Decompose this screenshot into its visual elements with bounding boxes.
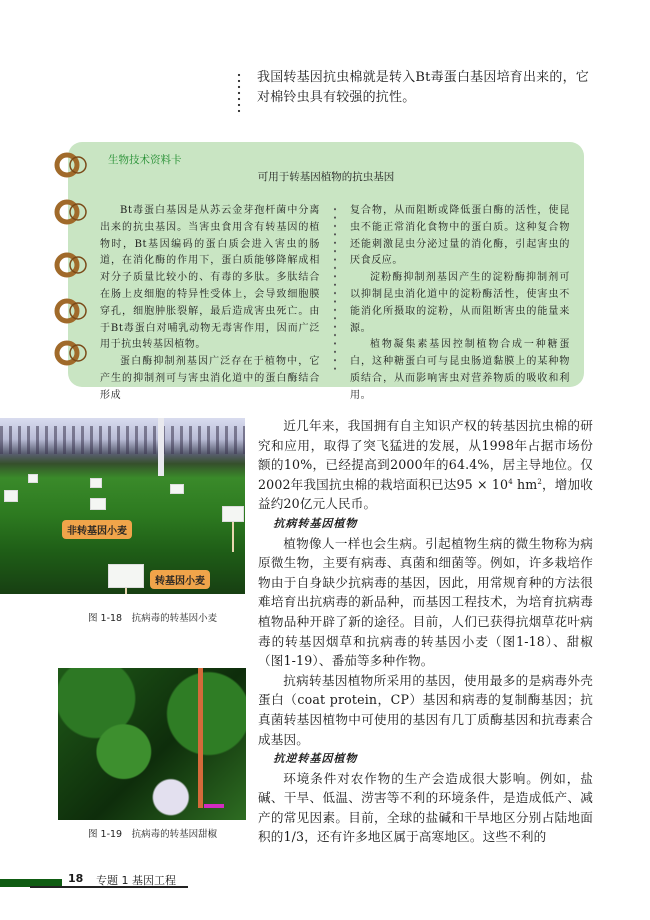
card-paragraph: 淀粉酶抑制剂基因产生的淀粉酶抑制剂可以抑制昆虫消化道中的淀粉酶活性，使害虫不能消化所摄取的淀粉，从而阻断害虫的能量来源。: [350, 272, 570, 334]
info-card-tag: 生物技术资料卡: [108, 154, 182, 166]
section-heading-disease-resistant: 抗病转基因植物: [273, 516, 358, 530]
paragraph-disease: 植物像人一样也会生病。引起植物生病的微生物称为病原微生物，主要有病毒、真菌和细菌等。例如，许多栽培作物由于自身缺少抗病毒的基因，因此，用常规育种的方法很难培育出抗病毒的新品种，而基因工程技术，为培育抗病毒植物品种开辟了新的途径。目前，人们已获得抗烟草花叶病毒的转基因烟草和抗病毒的转基因小麦（图1-18）、甜椒（图1-19）、番茄等多种作物。: [258, 535, 593, 669]
label-transgenic-wheat: 转基因小麦: [150, 570, 210, 589]
page-number: 18: [68, 872, 84, 885]
main-body-text: [258, 416, 593, 847]
binder-ring-icon: [54, 150, 90, 180]
sign-stake: [232, 522, 234, 552]
binder-ring-icon: [54, 296, 90, 326]
info-card-right-column: [350, 203, 570, 405]
paragraph-genes: 抗病转基因植物所采用的基因，使用最多的是病毒外壳蛋白（coat protein，CP）基因和病毒的复制酶基因；抗真菌转基因植物中可使用的基因有几丁质酶基因和抗毒素合成基因。: [258, 672, 593, 747]
intro-note-text: 我国转基因抗虫棉就是转入Bt毒蛋白基因培育出来的，它对棉铃虫具有较强的抗性。: [257, 70, 589, 105]
field-sign: [28, 474, 38, 483]
tree-line: [0, 426, 245, 454]
paragraph-cotton: 近几年来，我国拥有自主知识产权的转基因抗虫棉的研究和应用，取得了突飞猛进的发展，从1998年占据市场份额的10%，已经提高到2000年的64.4%，居主导地位。仅2002年我国抗虫棉的栽培面积已达$95 \times 10^4$ $hm^2$，增加收益约20亿元人民币。: [258, 418, 594, 512]
dotted-margin-marker: [235, 72, 243, 116]
field-sign: [222, 506, 244, 522]
card-paragraph: 植物凝集素基因控制植物合成一种糖蛋白，这种糖蛋白可与昆虫肠道黏膜上的某种物质结合，从而影响害虫对营养物质的吸收和利用。: [350, 339, 570, 401]
binder-ring-icon: [54, 250, 90, 280]
field-sign: [170, 484, 184, 494]
card-paragraph: 蛋白酶抑制剂基因广泛存在于植物中，它产生的抑制剂可与害虫消化道中的蛋白酶结合形成: [100, 356, 320, 401]
support-stake: [198, 668, 203, 808]
binder-ring-icon: [54, 197, 90, 227]
field-sign: [4, 490, 18, 502]
figure-caption-1-19: 图 1-19 抗病毒的转基因甜椒: [88, 829, 218, 840]
field-sign: [90, 498, 106, 510]
card-paragraph: 复合物，从而阻断或降低蛋白酶的活性，使昆虫不能正常消化食物中的蛋白质。这种复合物还能刺激昆虫分泌过量的消化酶，引起害虫的厌食反应。: [350, 205, 570, 267]
label-non-transgenic-wheat: 非转基因小麦: [62, 520, 132, 539]
paragraph-stress: 环境条件对农作物的生产会造成很大影响。例如，盐碱、干旱、低温、涝害等不利的环境条件，是造成低产、减产的常见因素。目前，全球的盐碱和干旱地区分别占陆地面积的1/3，还有许多地区属于高寒地区。这些不利的: [258, 770, 593, 845]
figure-caption-1-18: 图 1-18 抗病毒的转基因小麦: [88, 613, 218, 624]
sign-stake: [125, 588, 127, 594]
field-sign: [108, 564, 144, 588]
chapter-title: 专题 1 基因工程: [96, 874, 176, 887]
info-card-columns: [100, 203, 570, 405]
field-sign: [90, 478, 102, 488]
wheat-field-photo: [0, 418, 245, 594]
plant-tie: [204, 788, 224, 808]
sweet-pepper-photo: [58, 668, 246, 820]
column-dot-separator: [328, 205, 342, 370]
info-card: [68, 142, 584, 401]
card-paragraph: Bt毒蛋白基因是从苏云金芽孢杆菌中分离出来的抗虫基因。当害虫食用含有转基因的植物时，Bt基因编码的蛋白质会进入害虫的肠道，在消化酶的作用下，蛋白质能够降解成相对分子质量比较小的、有毒的多肽。多肽结合在肠上皮细胞的特异性受体上，会导致细胞膜穿孔，细胞肿胀裂解，最后造成害虫死亡。由于Bt毒蛋白对哺乳动物无毒害作用，因而广泛用于抗虫转基因植物。: [100, 205, 320, 351]
section-heading-stress-resistant: 抗逆转基因植物: [273, 752, 358, 766]
info-card-left-column: [100, 203, 320, 405]
binder-ring-icon: [54, 338, 90, 368]
utility-pole: [158, 418, 164, 476]
intro-note: [235, 68, 595, 108]
info-card-title: 可用于转基因植物的抗虫基因: [257, 171, 395, 183]
